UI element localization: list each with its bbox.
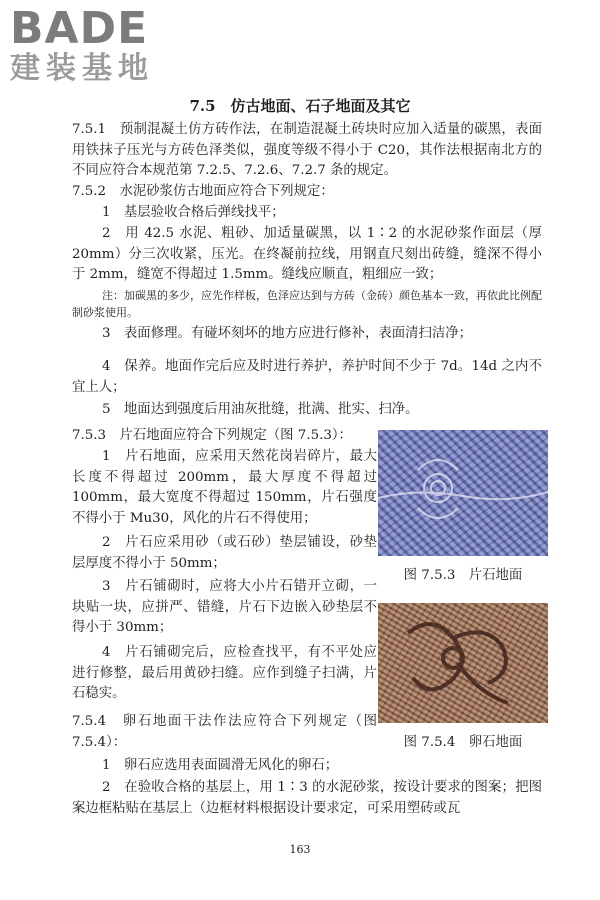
clause-7-5-4: 7.5.4 卵石地面干法作法应符合下列规定（图 7.5.4）： <box>72 714 377 750</box>
clause-7-5-2-item-3: 3 表面修理。有碰坏刻坏的地方应进行修补，表面清扫洁净； <box>102 326 473 341</box>
publisher-logo <box>10 3 180 86</box>
logo-subtitle: 建装基地 <box>10 51 154 86</box>
figure-flagstone-floor-photo <box>378 430 548 556</box>
clause-7-5-2-item-4: 4 保养。地面作完后应及时进行养护，养护时间不少于 7d。14d 之内不宜上人； <box>72 359 542 395</box>
clause-7-5-2: 7.5.2 水泥砂浆仿古地面应符合下列规定： <box>72 184 334 199</box>
logo-wordmark: BADE <box>10 3 149 54</box>
clause-7-5-2-note: 注：加碳黑的多少，应先作样板，色泽应达到与方砖（金砖）颜色基本一致，再依此比例配制砂浆使用。 <box>72 289 542 319</box>
clause-7-5-3-item-2: 2 片石应采用砂（或石砂）垫层铺设，砂垫层厚度不得小于 50mm； <box>72 535 377 571</box>
clause-7-5-2-item-5: 5 地面达到强度后用油灰批缝，批满、批实、扫净。 <box>102 402 419 417</box>
figure-7-5-3-caption: 图 7.5.3 片石地面 <box>403 568 523 583</box>
clause-7-5-2-item-1: 1 基层验收合格后弹线找平； <box>102 205 285 220</box>
clause-7-5-1: 7.5.1 预制混凝土仿方砖作法，在制造混凝土砖块时应加入适量的碳黑，表面用铁抹子压光与方砖色泽类似，强度等级不得小于 C20，其作法根据南北方的不同应符合本规范第 7.2.5、7.2.6、7.2.7 条的规定。 <box>72 122 542 178</box>
clause-7-5-3-item-3: 3 片石铺砌时，应将大小片石错开立砌，一块贴一块，应拼严、错缝，片石下边嵌入砂垫层不得小于 30mm； <box>72 579 377 635</box>
clause-7-5-3-item-4: 4 片石铺砌完后，应检查找平，有不平处应进行修整，最后用黄砂扫缝。应作到缝子扫满，片石稳实。 <box>72 645 377 701</box>
clause-7-5-4-item-1: 1 卵石应选用表面圆滑无风化的卵石； <box>102 758 339 773</box>
section-title: 7.5 仿古地面、石子地面及其它 <box>189 97 411 115</box>
page-number: 163 <box>289 843 311 856</box>
figure-7-5-4-caption: 图 7.5.4 卵石地面 <box>403 735 523 750</box>
clause-7-5-3-item-1: 1 片石地面，应采用天然花岗岩碎片，最大长度不得超过 200mm，最大厚度不得超过 100mm，最大宽度不得超过 150mm，片石强度不得小于 Mu30，风化的片石不得使用； <box>72 449 377 526</box>
clause-7-5-2-item-2: 2 用 42.5 水泥、粗砂、加适量碳黑，以 1∶2 的水泥砂浆作面层（厚 20mm）分三次收紧，压光。在终凝前拉线，用钢直尺刻出砖缝，缝深不得小于 2mm，缝宽不得超过 1.5mm。缝线应顺直，粗细应一致； <box>72 226 542 282</box>
clause-7-5-4-item-2: 2 在验收合格的基层上，用 1∶3 的水泥砂浆，按设计要求的图案；把图案边框粘贴在基层上（边框材料根据设计要求定，可采用塑砖或瓦 <box>72 780 542 816</box>
clause-7-5-3: 7.5.3 片石地面应符合下列规定（图 7.5.3）： <box>72 428 352 443</box>
figure-pebble-floor-photo <box>378 603 548 723</box>
